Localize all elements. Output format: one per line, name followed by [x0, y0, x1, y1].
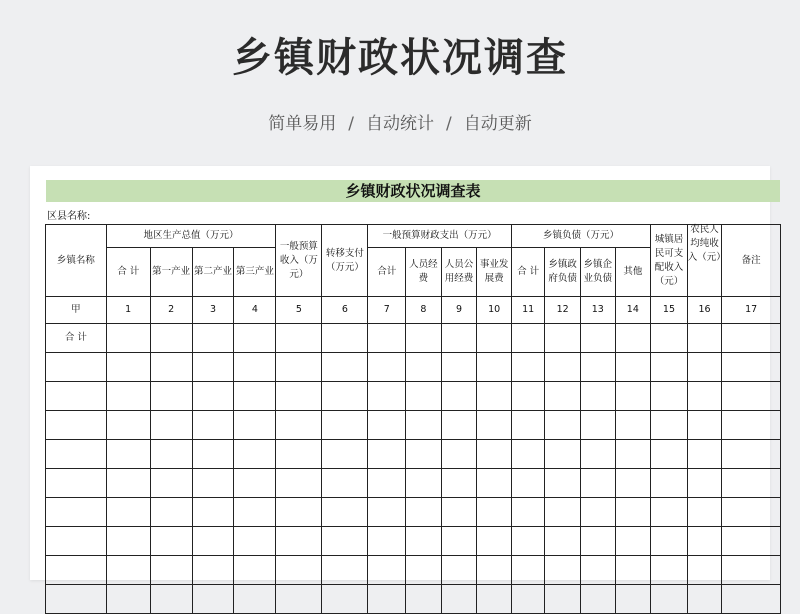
data-cell[interactable] — [276, 411, 322, 440]
data-cell[interactable] — [511, 498, 545, 527]
data-cell[interactable] — [545, 382, 581, 411]
data-cell[interactable] — [651, 585, 688, 614]
survey-table — [45, 224, 781, 614]
data-cell[interactable] — [276, 498, 322, 527]
data-cell[interactable] — [651, 411, 688, 440]
data-cell[interactable] — [511, 556, 545, 585]
table-row — [46, 440, 781, 469]
header-gdp: 地区生产总值（万元） — [106, 225, 276, 248]
data-cell[interactable] — [615, 324, 651, 353]
data-cell[interactable] — [234, 382, 276, 411]
data-cell[interactable] — [545, 411, 581, 440]
data-cell[interactable] — [441, 556, 477, 585]
county-name-label: 区县名称: — [47, 211, 91, 222]
data-cell[interactable] — [511, 585, 545, 614]
data-cell[interactable] — [322, 382, 368, 411]
data-cell[interactable] — [368, 411, 406, 440]
form-title: 乡镇财政状况调查表 — [46, 180, 780, 202]
page-title: 乡镇财政状况调查 — [232, 35, 568, 81]
data-cell[interactable] — [441, 382, 477, 411]
data-cell[interactable] — [545, 527, 581, 556]
data-cell[interactable] — [615, 353, 651, 382]
index-cell: 10 — [477, 297, 512, 324]
header-rural-net-income: 农民人均纯收入（元） — [687, 225, 722, 297]
data-cell[interactable] — [511, 382, 545, 411]
data-cell[interactable] — [276, 324, 322, 353]
data-cell[interactable] — [651, 556, 688, 585]
data-cell[interactable] — [368, 440, 406, 469]
data-cell[interactable] — [580, 498, 615, 527]
data-cell[interactable] — [687, 527, 722, 556]
data-cell[interactable] — [322, 324, 368, 353]
data-cell[interactable] — [192, 556, 234, 585]
data-cell[interactable] — [150, 353, 192, 382]
index-cell: 9 — [441, 297, 477, 324]
data-cell[interactable] — [651, 353, 688, 382]
data-cell[interactable] — [580, 585, 615, 614]
data-cell[interactable] — [368, 324, 406, 353]
data-cell[interactable] — [545, 324, 581, 353]
data-cell[interactable] — [722, 585, 781, 614]
data-cell[interactable] — [687, 382, 722, 411]
data-cell[interactable] — [46, 440, 107, 469]
data-cell[interactable] — [106, 527, 150, 556]
index-cell: 8 — [406, 297, 442, 324]
data-cell[interactable] — [106, 498, 150, 527]
data-cell[interactable] — [322, 498, 368, 527]
data-cell[interactable] — [477, 469, 512, 498]
header-general-budget-expenditure: 一般预算财政支出（万元） — [368, 225, 511, 248]
data-cell[interactable] — [234, 324, 276, 353]
data-cell[interactable] — [406, 411, 442, 440]
header-general-budget-revenue: 一般预算收入（万元） — [276, 225, 322, 297]
data-cell[interactable] — [687, 353, 722, 382]
data-cell[interactable] — [651, 469, 688, 498]
data-cell[interactable] — [192, 353, 234, 382]
data-cell[interactable] — [192, 585, 234, 614]
data-cell[interactable] — [615, 469, 651, 498]
data-cell[interactable] — [651, 527, 688, 556]
index-cell: 16 — [687, 297, 722, 324]
data-cell[interactable] — [545, 585, 581, 614]
data-cell[interactable] — [106, 353, 150, 382]
data-cell[interactable] — [150, 469, 192, 498]
data-cell[interactable] — [477, 382, 512, 411]
data-cell[interactable] — [46, 585, 107, 614]
data-cell[interactable] — [545, 469, 581, 498]
data-cell[interactable] — [687, 498, 722, 527]
data-cell[interactable] — [234, 556, 276, 585]
data-cell[interactable] — [368, 469, 406, 498]
data-cell[interactable] — [687, 556, 722, 585]
data-cell[interactable] — [322, 353, 368, 382]
header-gdp-secondary: 第二产业 — [192, 248, 234, 297]
data-cell[interactable] — [406, 440, 442, 469]
data-cell[interactable] — [106, 382, 150, 411]
data-cell[interactable] — [545, 440, 581, 469]
data-cell[interactable] — [615, 382, 651, 411]
data-cell[interactable] — [276, 440, 322, 469]
data-cell[interactable] — [150, 556, 192, 585]
header-gdp-total: 合 计 — [106, 248, 150, 297]
data-cell[interactable] — [322, 527, 368, 556]
data-cell[interactable] — [234, 527, 276, 556]
index-cell: 3 — [192, 297, 234, 324]
data-cell[interactable] — [368, 556, 406, 585]
total-row-label: 合 计 — [46, 324, 107, 353]
data-cell[interactable] — [46, 498, 107, 527]
data-cell[interactable] — [234, 585, 276, 614]
feature-tags — [0, 112, 800, 136]
data-cell[interactable] — [722, 556, 781, 585]
header-urban-disposable-income: 城镇居民可支配收入（元） — [651, 225, 688, 297]
data-cell[interactable] — [276, 556, 322, 585]
header-exp-public: 人员公用经费 — [441, 248, 477, 297]
tag-easy-use: 简单易用 — [268, 114, 337, 134]
data-cell[interactable] — [150, 324, 192, 353]
tag-separator: / — [446, 114, 452, 134]
data-cell[interactable] — [106, 440, 150, 469]
data-cell[interactable] — [234, 353, 276, 382]
header-township-name: 乡镇名称 — [46, 225, 107, 297]
data-cell[interactable] — [441, 353, 477, 382]
data-cell[interactable] — [322, 440, 368, 469]
data-cell[interactable] — [150, 411, 192, 440]
data-cell[interactable] — [477, 353, 512, 382]
data-cell[interactable] — [477, 411, 512, 440]
header-exp-development: 事业发展费 — [477, 248, 512, 297]
header-gdp-primary: 第一产业 — [150, 248, 192, 297]
data-cell[interactable] — [192, 527, 234, 556]
data-cell[interactable] — [150, 382, 192, 411]
data-cell[interactable] — [441, 469, 477, 498]
data-cell[interactable] — [46, 527, 107, 556]
data-cell[interactable] — [322, 585, 368, 614]
data-cell[interactable] — [722, 498, 781, 527]
data-cell[interactable] — [722, 353, 781, 382]
data-cell[interactable] — [192, 440, 234, 469]
data-cell[interactable] — [406, 527, 442, 556]
table-row — [46, 498, 781, 527]
spreadsheet-preview — [30, 166, 770, 580]
data-cell[interactable] — [441, 324, 477, 353]
header-exp-personnel: 人员经费 — [406, 248, 442, 297]
data-cell[interactable] — [322, 556, 368, 585]
tag-separator: / — [348, 114, 354, 134]
data-cell[interactable] — [580, 411, 615, 440]
data-cell[interactable] — [150, 440, 192, 469]
data-cell[interactable] — [406, 353, 442, 382]
index-cell: 12 — [545, 297, 581, 324]
data-cell[interactable] — [477, 527, 512, 556]
data-cell[interactable] — [477, 440, 512, 469]
data-cell[interactable] — [687, 469, 722, 498]
data-cell[interactable] — [150, 498, 192, 527]
data-cell[interactable] — [192, 324, 234, 353]
data-cell[interactable] — [46, 353, 107, 382]
data-cell[interactable] — [545, 353, 581, 382]
data-cell[interactable] — [234, 411, 276, 440]
index-cell: 17 — [722, 297, 781, 324]
data-cell[interactable] — [276, 585, 322, 614]
index-cell: 5 — [276, 297, 322, 324]
data-cell[interactable] — [687, 440, 722, 469]
data-cell[interactable] — [406, 498, 442, 527]
data-cell[interactable] — [722, 527, 781, 556]
data-cell[interactable] — [276, 382, 322, 411]
data-cell[interactable] — [722, 469, 781, 498]
data-cell[interactable] — [615, 527, 651, 556]
data-cell[interactable] — [406, 585, 442, 614]
data-cell[interactable] — [511, 440, 545, 469]
data-cell[interactable] — [441, 585, 477, 614]
data-cell[interactable] — [322, 411, 368, 440]
table-row — [46, 585, 781, 614]
data-cell[interactable] — [651, 382, 688, 411]
data-cell[interactable] — [46, 411, 107, 440]
data-cell[interactable] — [106, 324, 150, 353]
data-cell[interactable] — [276, 353, 322, 382]
data-cell[interactable] — [580, 353, 615, 382]
data-cell[interactable] — [722, 382, 781, 411]
data-cell[interactable] — [580, 527, 615, 556]
data-cell[interactable] — [406, 469, 442, 498]
data-cell[interactable] — [441, 440, 477, 469]
data-cell[interactable] — [192, 498, 234, 527]
index-cell: 11 — [511, 297, 545, 324]
data-cell[interactable] — [511, 353, 545, 382]
index-cell: 4 — [234, 297, 276, 324]
total-row — [46, 324, 781, 353]
data-cell[interactable] — [192, 382, 234, 411]
data-cell[interactable] — [511, 411, 545, 440]
table-row — [46, 411, 781, 440]
data-cell[interactable] — [106, 469, 150, 498]
data-cell[interactable] — [276, 469, 322, 498]
header-debt-government: 乡镇政府负债 — [545, 248, 581, 297]
data-cell[interactable] — [276, 527, 322, 556]
data-cell[interactable] — [368, 382, 406, 411]
data-cell[interactable] — [615, 556, 651, 585]
data-cell[interactable] — [406, 556, 442, 585]
data-cell[interactable] — [580, 556, 615, 585]
data-cell[interactable] — [46, 556, 107, 585]
data-cell[interactable] — [615, 498, 651, 527]
index-cell: 1 — [106, 297, 150, 324]
table-row — [46, 527, 781, 556]
data-cell[interactable] — [46, 469, 107, 498]
table-row — [46, 469, 781, 498]
data-cell[interactable] — [234, 498, 276, 527]
data-cell[interactable] — [651, 440, 688, 469]
header-township-debt: 乡镇负债（万元） — [511, 225, 650, 248]
table-row — [46, 556, 781, 585]
data-cell[interactable] — [511, 324, 545, 353]
data-cell[interactable] — [580, 440, 615, 469]
index-cell: 2 — [150, 297, 192, 324]
data-cell[interactable] — [477, 585, 512, 614]
table-row — [46, 382, 781, 411]
data-cell[interactable] — [545, 556, 581, 585]
data-cell[interactable] — [615, 585, 651, 614]
header-remarks: 备注 — [722, 225, 781, 297]
data-cell[interactable] — [687, 411, 722, 440]
data-cell[interactable] — [441, 498, 477, 527]
data-cell[interactable] — [722, 411, 781, 440]
data-cell[interactable] — [477, 556, 512, 585]
table-row — [46, 353, 781, 382]
data-cell[interactable] — [150, 585, 192, 614]
tag-auto-stats: 自动统计 — [366, 114, 434, 134]
data-cell[interactable] — [106, 556, 150, 585]
data-cell[interactable] — [511, 527, 545, 556]
data-cell[interactable] — [651, 324, 688, 353]
data-cell[interactable] — [441, 527, 477, 556]
data-cell[interactable] — [368, 585, 406, 614]
data-cell[interactable] — [580, 469, 615, 498]
data-cell[interactable] — [234, 469, 276, 498]
data-cell[interactable] — [368, 498, 406, 527]
data-cell[interactable] — [46, 382, 107, 411]
data-cell[interactable] — [192, 411, 234, 440]
data-cell[interactable] — [106, 585, 150, 614]
data-cell[interactable] — [477, 324, 512, 353]
header-debt-total: 合 计 — [511, 248, 545, 297]
data-cell[interactable] — [615, 440, 651, 469]
data-cell[interactable] — [615, 411, 651, 440]
data-cell[interactable] — [545, 498, 581, 527]
tag-auto-update: 自动更新 — [463, 114, 532, 134]
header-exp-total: 合计 — [368, 248, 406, 297]
data-cell[interactable] — [192, 469, 234, 498]
data-cell[interactable] — [106, 411, 150, 440]
data-cell[interactable] — [368, 527, 406, 556]
data-cell[interactable] — [441, 411, 477, 440]
data-cell[interactable] — [580, 382, 615, 411]
data-cell[interactable] — [150, 527, 192, 556]
data-cell[interactable] — [368, 353, 406, 382]
index-cell: 甲 — [46, 297, 107, 324]
header-gdp-tertiary: 第三产业 — [234, 248, 276, 297]
index-cell: 14 — [615, 297, 651, 324]
header-transfer-payment: 转移支付（万元） — [322, 225, 368, 297]
data-cell[interactable] — [477, 498, 512, 527]
data-cell[interactable] — [651, 498, 688, 527]
index-cell: 6 — [322, 297, 368, 324]
data-cell[interactable] — [322, 469, 368, 498]
data-cell[interactable] — [406, 324, 442, 353]
index-cell: 7 — [368, 297, 406, 324]
data-cell[interactable] — [687, 585, 722, 614]
data-cell[interactable] — [406, 382, 442, 411]
data-cell[interactable] — [722, 324, 781, 353]
data-cell[interactable] — [687, 324, 722, 353]
data-cell[interactable] — [511, 469, 545, 498]
index-cell: 15 — [651, 297, 688, 324]
header-debt-other: 其他 — [615, 248, 651, 297]
data-cell[interactable] — [722, 440, 781, 469]
data-cell[interactable] — [234, 440, 276, 469]
data-cell[interactable] — [580, 324, 615, 353]
header-debt-enterprise: 乡镇企业负债 — [580, 248, 615, 297]
index-cell: 13 — [580, 297, 615, 324]
